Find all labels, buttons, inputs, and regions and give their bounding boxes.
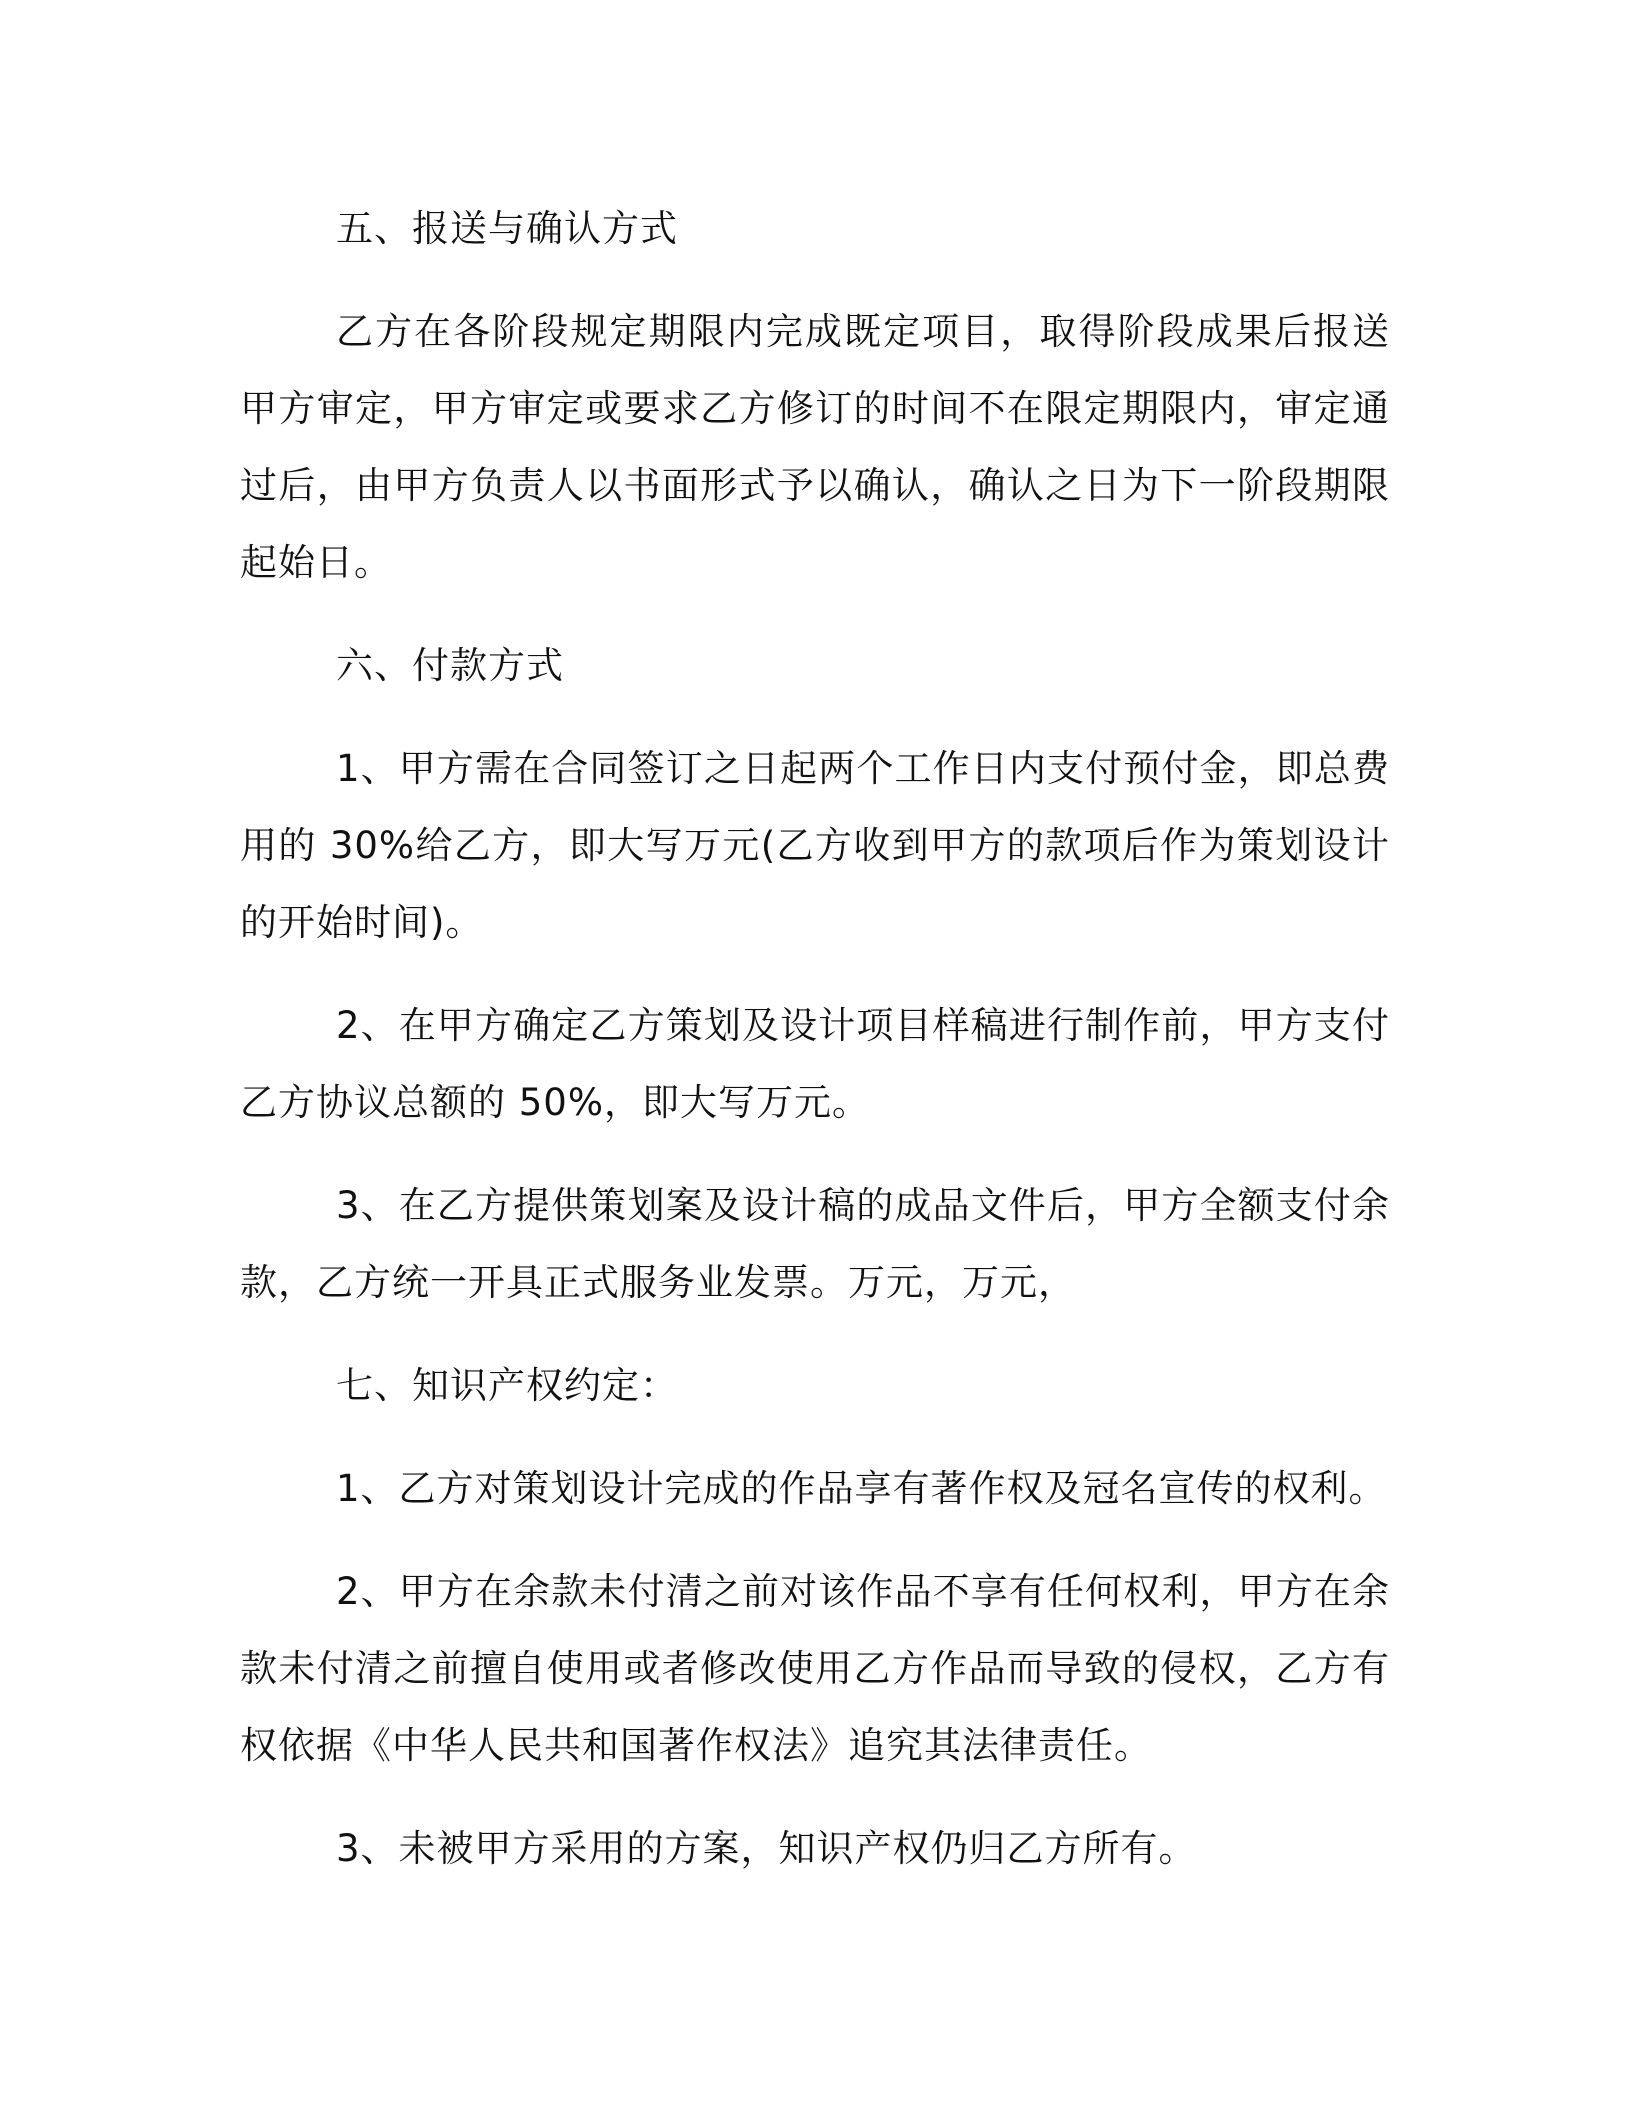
- paragraph-reporting-confirmation: 乙方在各阶段规定期限内完成既定项目，取得阶段成果后报送甲方审定，甲方审定或要求乙方修订的时间不在限定期限内，审定通过后，由甲方负责人以书面形式予以确认，确认之日为下一阶段期限起始日。: [240, 310, 1390, 584]
- section-heading-reporting: 五、报送与确认方式: [336, 207, 678, 250]
- paragraph-payment-3: 3、在乙方提供策划案及设计稿的成品文件后，甲方全额支付余款，乙方统一开具正式服务业发票。万元，万元，: [240, 1184, 1390, 1304]
- section-heading-payment: 六、付款方式: [336, 644, 564, 687]
- paragraph-ip-1: 1、乙方对策划设计完成的作品享有著作权及冠名宣传的权利。: [336, 1467, 1387, 1510]
- paragraph-payment-1: 1、甲方需在合同签订之日起两个工作日内支付预付金，即总费用的 30%给乙方，即大写万元(乙方收到甲方的款项后作为策划设计的开始时间)。: [240, 747, 1390, 944]
- paragraph-ip-2: 2、甲方在余款未付清之前对该作品不享有任何权利，甲方在余款未付清之前擅自使用或者修改使用乙方作品而导致的侵权，乙方有权依据《中华人民共和国著作权法》追究其法律责任。: [240, 1570, 1390, 1767]
- paragraph-payment-2: 2、在甲方确定乙方策划及设计项目样稿进行制作前，甲方支付乙方协议总额的 50%，即大写万元。: [240, 1004, 1390, 1124]
- paragraph-ip-3: 3、未被甲方采用的方案，知识产权仍归乙方所有。: [336, 1827, 1197, 1870]
- section-heading-ip: 七、知识产权约定：: [336, 1364, 678, 1407]
- document-page: [240, 190, 1390, 1913]
